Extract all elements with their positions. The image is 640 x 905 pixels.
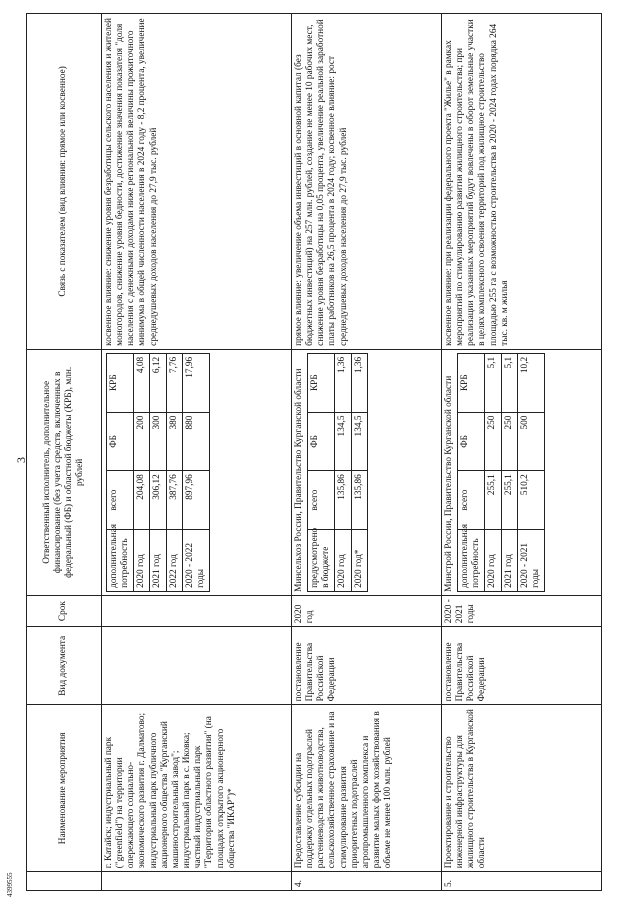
header-name: Наименование мероприятия — [27, 705, 102, 872]
row-executor: Минстрой России, Правительство Курганской области дополнительная потребность всего ФБ КРБ 2020 год 255,1 250 5,1 2021 год 255,1 250 5,1 2020 - 2021 годы 510,2 500 10,2 — [442, 349, 602, 595]
row-indicator: косвенное влияние: снижение уровня безработицы сельского населения и жителей моногородов, снижение уровня бедности, достижение значения показателя "доля населения с денежными доходами ниже региональной величины прожиточного минимума в общей численности населения в 2024 году - 8,2 процента, увеличение среднедушевых доходов населения до 27,9 тыс. рублей — [102, 14, 292, 350]
row-number: 5. — [442, 872, 602, 891]
row-doc-type: постановление Правительства Российской Федерации — [292, 627, 442, 705]
page-number: 3 — [14, 457, 28, 463]
row-indicator: косвенное влияние: при реализации федерального проекта "Жилье" в рамках мероприятий по стимулированию развития жилищного строительства; при реализации указанных мероприятий будут вовлечены в оборот земельные участки в целях комплексного освоения территорий под жилищное строительство площадью 255 га с возможностью строительства в 2020 - 2024 годах порядка 264 тыс. кв. м жилья — [442, 14, 602, 350]
financing-table: предусмотрено в бюджете всего ФБ КРБ 2020 год 135,86 134,5 1,36 2020 год* 135,86 134,5 1,36 — [307, 353, 368, 592]
measures-table — [26, 13, 602, 891]
header-executor: Ответственный исполнитель, дополнительное финансирование (без учета средств, включенных в федеральный (ФБ) и областной бюджеты (КРБ), млн. рублей — [27, 349, 102, 595]
header-doc-type: Вид документа — [27, 627, 102, 705]
row-executor — [102, 349, 292, 595]
header-term: Срок — [27, 595, 102, 626]
row-doc-type: постановление Правительства Российской Федерации — [442, 627, 602, 705]
financing-table: дополнительная потребность всего ФБ КРБ 2020 год 255,1 250 5,1 2021 год 255,1 250 5,1 2020 - 2021 годы 510,2 500 10,2 — [457, 353, 545, 592]
table-row — [292, 14, 442, 891]
row-number: 4. — [292, 872, 442, 891]
document-id: 4399555 — [6, 872, 14, 897]
table-header — [27, 14, 102, 891]
row-term: 2020 год — [292, 595, 442, 626]
row-number — [102, 872, 292, 891]
row-doc-type — [102, 627, 292, 705]
row-term: 2020 - 2021 годы — [442, 595, 602, 626]
header-indicator: Связь с показателем (вид влияния: прямое или косвенное) — [27, 14, 102, 350]
table-row — [442, 14, 602, 891]
row-name: Проектирование и строительство инженерной инфраструктуры для жилищного строительства в Курганской области — [442, 705, 602, 872]
row-term — [102, 595, 292, 626]
row-name: г. Катайск; индустриальный парк ("greenfield") на территории опережающего социально-экономического развития г. Далматово; индустриальный парк публичного акционерного общества "Курганский машиностроительный завод"; индустриальный парк в с. Иковка; частный индустриальный парк "Территория областного развития" (на площадях открытого акционерного общества "ИКАР")* — [102, 705, 292, 872]
financing-table: дополнительная потребность всего ФБ КРБ 2020 год 204,08 200 4,08 2021 год 306,12 300 6,12 2022 год 387,76 380 7,76 2020 - 2022 годы 897,96 880 17,96 — [106, 353, 210, 592]
row-executor: Минсельхоз России, Правительство Курганской области предусмотрено в бюджете всего ФБ КРБ 2020 год 135,86 134,5 1,36 2020 год* 135,86 134,5 1,36 — [292, 349, 442, 595]
row-name: Предоставление субсидии на поддержку отдельных подотраслей растениеводства и животноводства, сельскохозяйственное страхование и на стимулирование развития приоритетных подотраслей агропромышленного комплекса и развитие малых форм хозяйствования в объеме не менее 100 млн. рублей — [292, 705, 442, 872]
row-indicator: прямое влияние: увеличение объема инвестиций в основной капитал (без бюджетных инвестиций) на 257 млн. рублей, создание не менее 10 рабочих мест, снижение уровня безработицы на 0,05 процента, увеличение реальной заработной платы работников на 26,5 процента в 2024 году; косвенное влияние: рост среднедушевых доходов населения до 27,9 тыс. рублей — [292, 14, 442, 350]
header-number — [27, 872, 102, 891]
table-row — [102, 14, 292, 891]
